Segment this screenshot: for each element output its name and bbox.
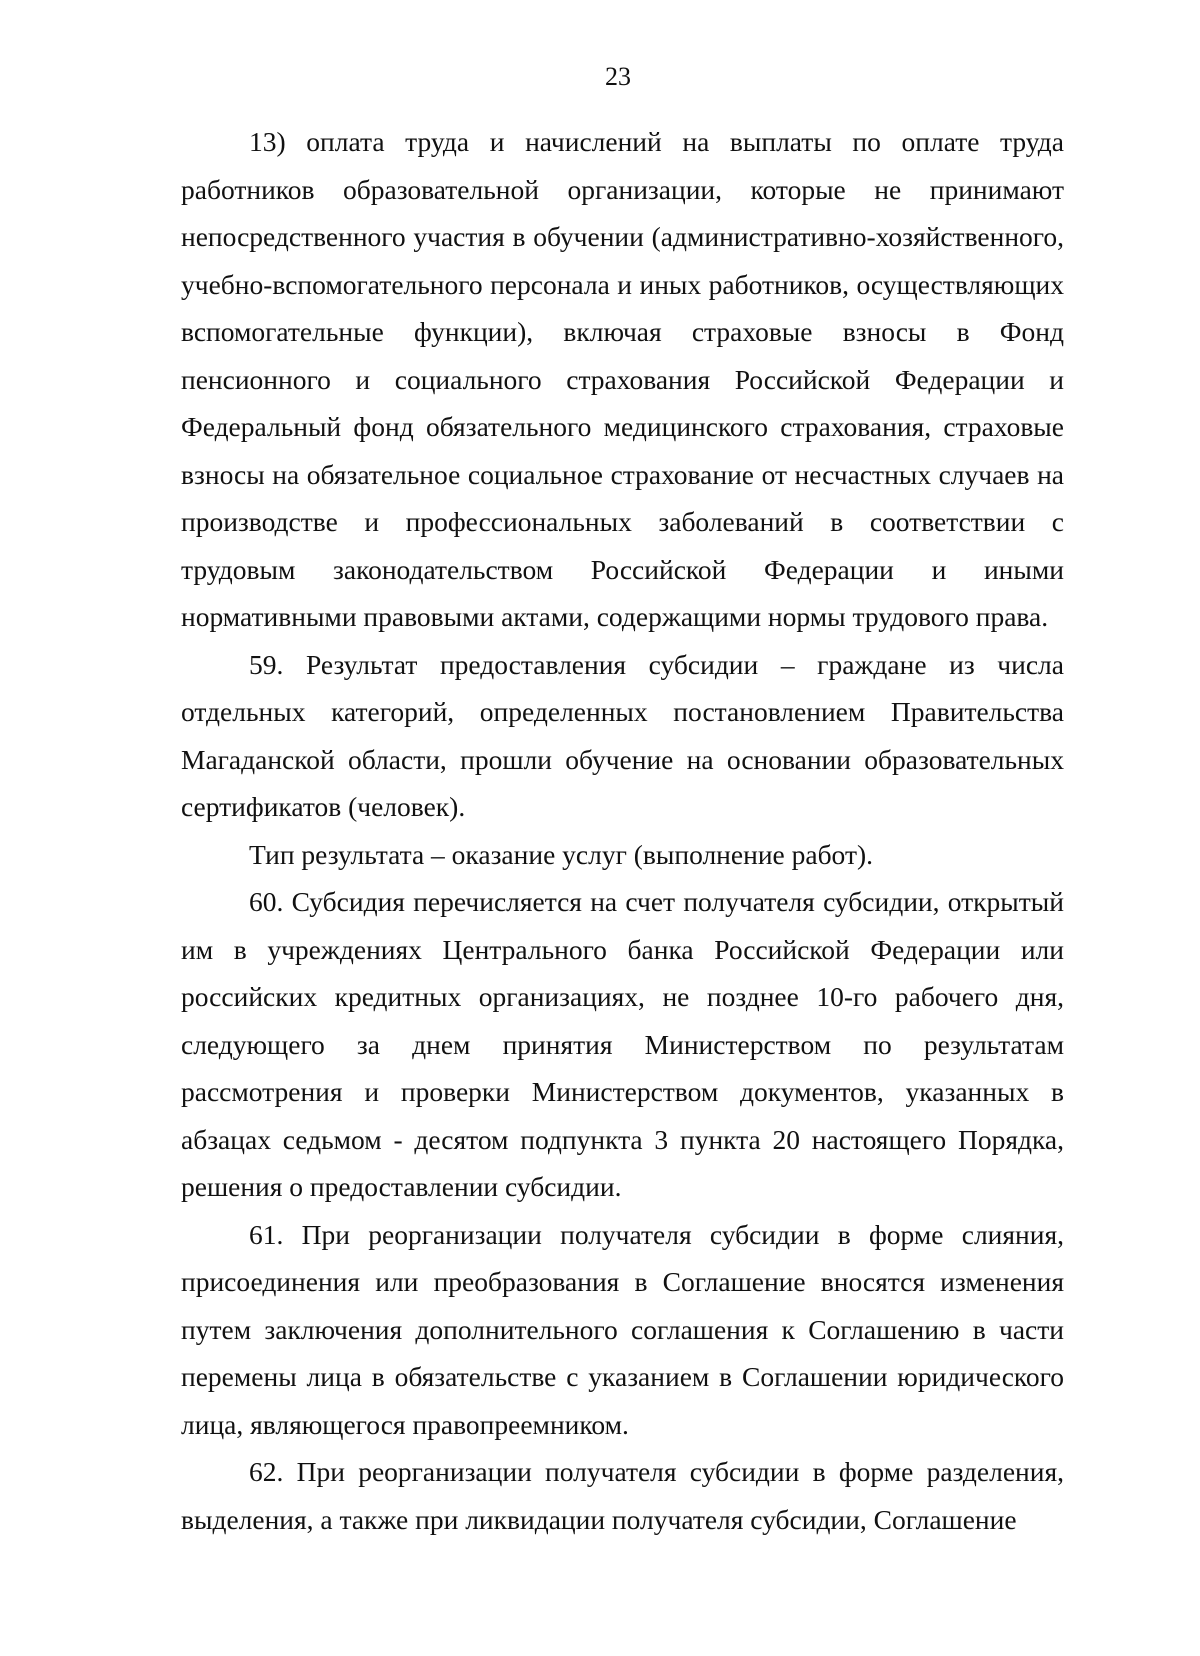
paragraph-61: 61. При реорганизации получателя субсидии в форме слияния, присоединения или преобразования в Соглашение вносятся изменения путем заключения дополнительного соглашения к Соглашению в части перемены лица в обязательстве с указанием в Соглашении юридического лица, являющегося правопреемником. <box>181 1218 1064 1440</box>
paragraph-60: 60. Субсидия перечисляется на счет получателя субсидии, открытый им в учреждениях Центрального банка Российской Федерации или российских кредитных организациях, не позднее 10-го рабочего дня, следующего за днем принятия Министерством по результатам рассмотрения и проверки Министерством документов, указанных в абзацах седьмом - десятом подпункта 3 пункта 20 настоящего Порядка, решения о предоставлении субсидии. <box>181 886 1064 1202</box>
paragraph-59: 59. Результат предоставления субсидии – граждане из числа отдельных категорий, определенных постановлением Правительства Магаданской области, прошли обучение на основании образовательных сертификатов (человек). <box>181 648 1064 822</box>
document-body <box>181 118 1064 1543</box>
paragraph-result-type: Тип результата – оказание услуг (выполнение работ). <box>249 838 874 870</box>
paragraph-item-13: 13) оплата труда и начислений на выплаты по оплате труда работников образовательной организации, которые не принимают непосредственного участия в обучении (административно-хозяйственного, учебно-вспомогательного персонала и иных работников, осуществляющих вспомогательные функции), включая страховые взносы в Фонд пенсионного и социального страхования Российской Федерации и Федеральный фонд обязательного медицинского страхования, страховые взносы на обязательное социальное страхование от несчастных случаев на производстве и профессиональных заболеваний в соответствии с трудовым законодательством Российской Федерации и иными нормативными правовыми актами, содержащими нормы трудового права. <box>181 126 1064 632</box>
page-number: 23 <box>605 62 631 91</box>
paragraph-62: 62. При реорганизации получателя субсидии в форме разделения, выделения, а также при ликвидации получателя субсидии, Соглашение <box>181 1456 1064 1535</box>
